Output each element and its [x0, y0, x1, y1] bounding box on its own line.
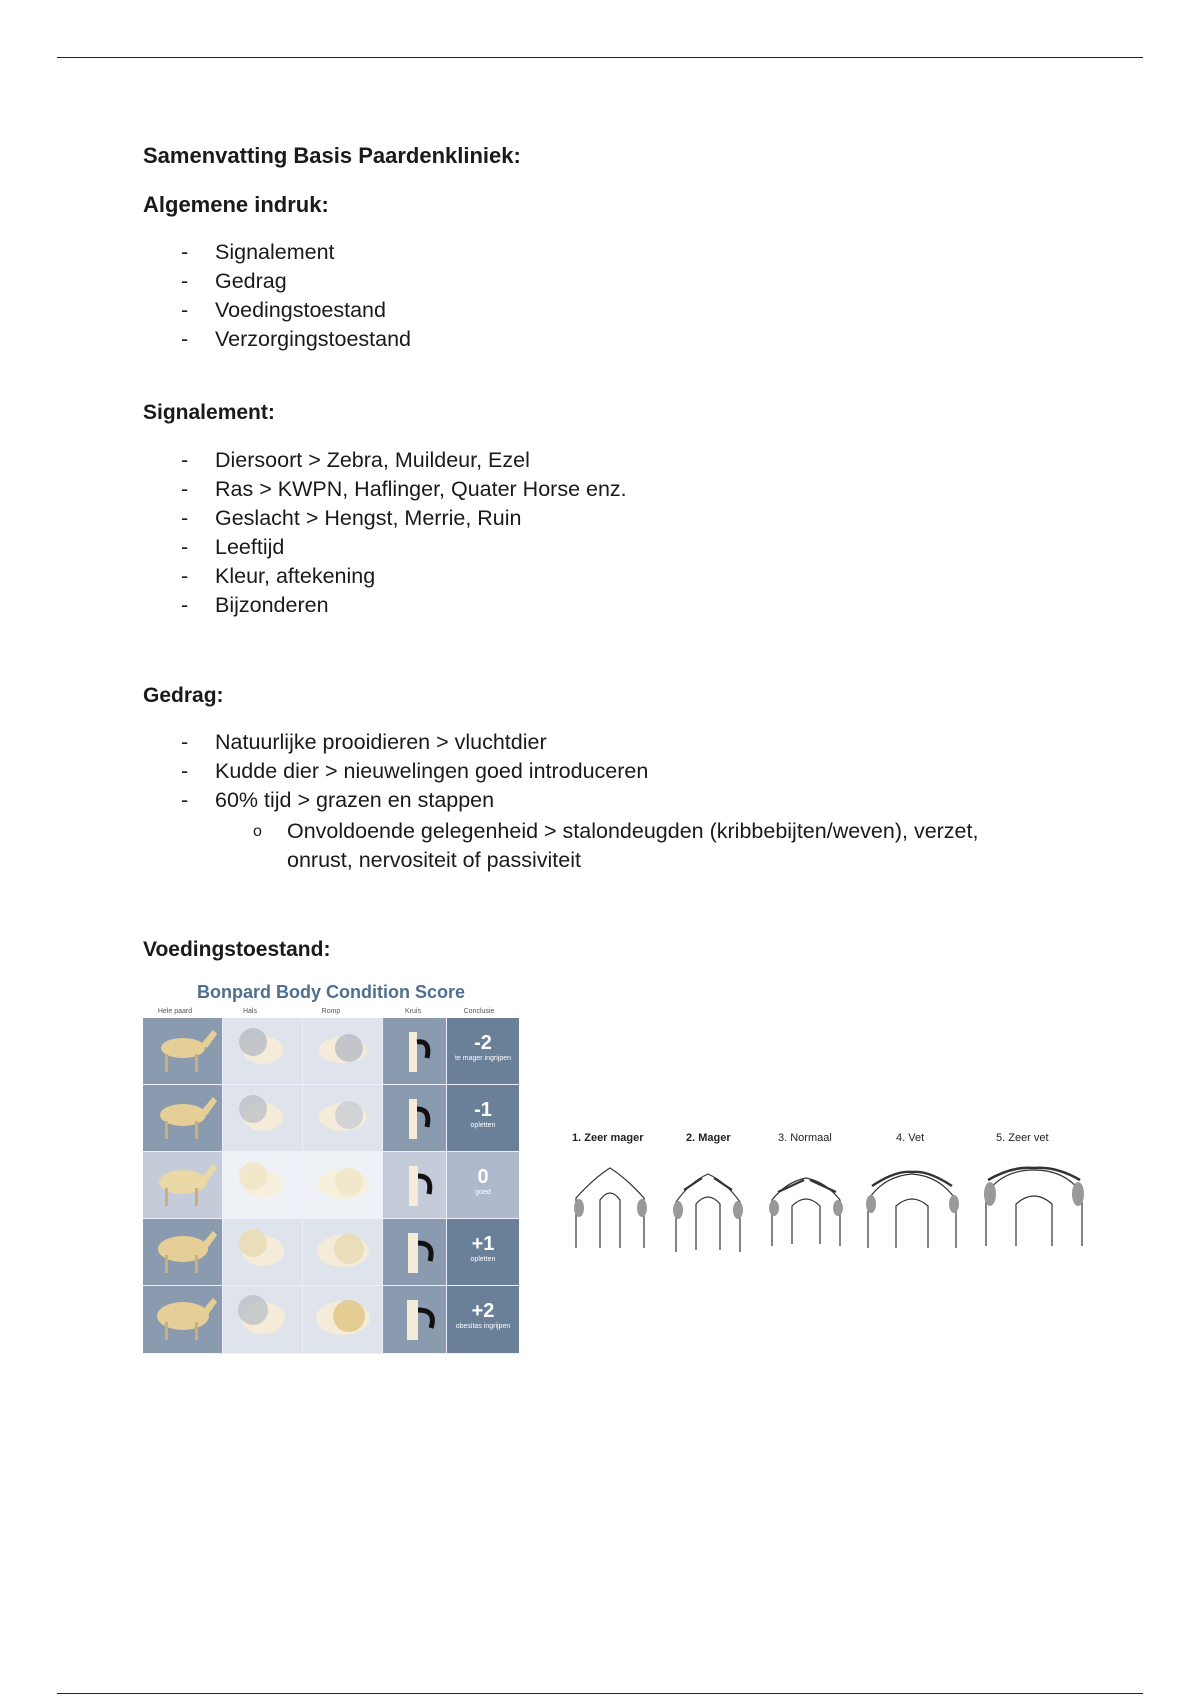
bcs-col-header: Romp	[321, 1008, 341, 1015]
shape-label: 4. Vet	[896, 1132, 925, 1144]
heading-signalement: Signalement:	[143, 401, 275, 424]
list-item: - Kleur, aftekening	[181, 562, 627, 591]
list-item: - Natuurlijke prooidieren > vluchtdier	[181, 728, 648, 757]
bcs-cell	[303, 1085, 383, 1152]
list-item: - 60% tijd > grazen en stappen	[181, 786, 648, 815]
horse-neck-icon	[223, 1286, 303, 1354]
heading-voedingstoestand: Voedingstoestand:	[143, 938, 331, 961]
bcs-cell	[383, 1085, 447, 1152]
body-shape-outlines	[566, 1128, 1086, 1258]
shape-label: 2. Mager	[686, 1132, 731, 1144]
horse-body-icon	[303, 1152, 383, 1219]
horse-whole-icon	[143, 1018, 223, 1085]
horse-body-icon	[303, 1286, 383, 1354]
horse-whole-icon	[143, 1152, 223, 1219]
sub-list-item	[253, 817, 1013, 875]
horse-neck-icon	[223, 1018, 303, 1085]
body-shapes-image	[566, 1128, 1086, 1258]
bcs-cell	[223, 1152, 303, 1219]
bcs-cell	[383, 1018, 447, 1085]
list-item: - Voedingstoestand	[181, 296, 411, 325]
shape-mager	[673, 1174, 743, 1252]
bcs-score-cell	[447, 1286, 519, 1354]
shape-zeer-vet	[984, 1168, 1084, 1246]
bcs-cell	[223, 1219, 303, 1286]
bcs-chart-image	[143, 980, 519, 1354]
bcs-cell	[303, 1286, 383, 1354]
horse-whole-icon	[143, 1219, 223, 1286]
bcs-cell	[303, 1219, 383, 1286]
horse-croup-icon	[383, 1085, 447, 1152]
list-item: - Verzorgingstoestand	[181, 325, 411, 354]
bcs-cell	[303, 1018, 383, 1085]
shape-label: 5. Zeer vet	[996, 1132, 1049, 1144]
header-rule	[57, 57, 1143, 58]
shape-normaal	[769, 1178, 843, 1246]
list-gedrag	[181, 728, 648, 815]
bcs-score-label: te mager ingrijpen	[454, 1055, 512, 1062]
bcs-cell	[143, 1152, 223, 1219]
list-item: - Ras > KWPN, Haflinger, Quater Horse enz.	[181, 475, 627, 504]
horse-whole-icon	[143, 1085, 223, 1152]
horse-neck-icon	[223, 1152, 303, 1219]
horse-croup-icon	[383, 1152, 447, 1219]
horse-croup-icon	[383, 1219, 447, 1286]
list-item: - Gedrag	[181, 267, 411, 296]
bcs-score-cell	[447, 1152, 519, 1219]
bcs-cell	[303, 1152, 383, 1219]
horse-croup-icon	[383, 1286, 447, 1354]
list-item: - Diersoort > Zebra, Muildeur, Ezel	[181, 446, 627, 475]
bcs-score-label: obesitas ingrijpen	[455, 1323, 511, 1330]
shape-label: 3. Normaal	[778, 1132, 832, 1144]
bcs-col-header: Hele paard	[157, 1008, 193, 1015]
bcs-col-header: Conclusie	[463, 1008, 495, 1015]
bcs-score-label: opletten	[470, 1256, 496, 1263]
bcs-cell	[383, 1152, 447, 1219]
bcs-score-value: -1	[474, 1099, 492, 1121]
bcs-score-value: +2	[471, 1300, 495, 1322]
horse-neck-icon	[223, 1219, 303, 1286]
bcs-score-cell	[447, 1085, 519, 1152]
bcs-cell	[143, 1286, 223, 1354]
shape-zeer-mager	[574, 1168, 647, 1248]
heading-gedrag: Gedrag:	[143, 684, 224, 707]
list-item: - Kudde dier > nieuwelingen goed introduceren	[181, 757, 648, 786]
horse-whole-icon	[143, 1286, 223, 1354]
bcs-col-header: Hals	[242, 1008, 257, 1015]
list-item: - Signalement	[181, 238, 411, 267]
bcs-cell	[143, 1219, 223, 1286]
bcs-score-label: opletten	[470, 1122, 496, 1129]
horse-body-icon	[303, 1219, 383, 1286]
list-item: - Geslacht > Hengst, Merrie, Ruin	[181, 504, 627, 533]
bcs-cell	[223, 1286, 303, 1354]
horse-neck-icon	[223, 1085, 303, 1152]
horse-body-icon	[303, 1018, 383, 1085]
list-item: - Bijzonderen	[181, 591, 627, 620]
list-signalement	[181, 446, 627, 620]
horse-croup-icon	[383, 1018, 447, 1085]
bcs-score-value: -2	[474, 1032, 492, 1054]
bcs-cell	[223, 1018, 303, 1085]
bcs-score-value: 0	[477, 1166, 489, 1188]
document-title: Samenvatting Basis Paardenkliniek:	[143, 143, 521, 168]
heading-algemene-indruk: Algemene indruk:	[143, 192, 329, 217]
shape-vet	[866, 1172, 959, 1248]
bcs-title: Bonpard Body Condition Score	[197, 982, 465, 1002]
bcs-cell	[143, 1085, 223, 1152]
footer-rule	[57, 1693, 1143, 1694]
bcs-cell	[223, 1085, 303, 1152]
list-item: - Leeftijd	[181, 533, 627, 562]
bcs-score-value: +1	[471, 1233, 495, 1255]
horse-body-icon	[303, 1085, 383, 1152]
bcs-grid	[143, 1018, 519, 1354]
bcs-score-label: goed	[475, 1189, 491, 1196]
bcs-score-cell	[447, 1219, 519, 1286]
circle-bullet-icon: o	[253, 823, 262, 840]
bcs-score-cell	[447, 1018, 519, 1085]
bcs-col-header: Kruis	[405, 1008, 421, 1015]
sub-item-text: Onvoldoende gelegenheid > stalondeugden (kribbebijten/weven), verzet, onrust, nervositeit of passiviteit	[287, 819, 979, 872]
list-algemene-indruk	[181, 238, 411, 354]
bcs-cell	[383, 1219, 447, 1286]
shape-label: 1. Zeer mager	[572, 1132, 644, 1144]
bcs-cell	[383, 1286, 447, 1354]
bcs-cell	[143, 1018, 223, 1085]
